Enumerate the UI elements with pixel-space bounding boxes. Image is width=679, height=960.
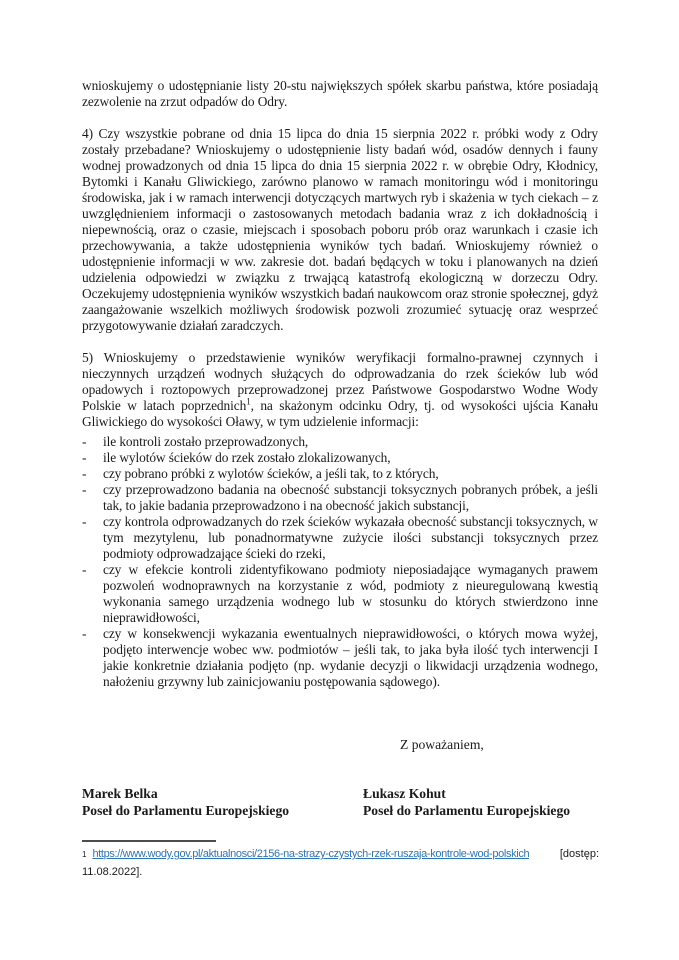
list-item-text: czy przeprowadzono badania na obecność substancji toksycznych pobranych próbek, a jeśli tak, to jakie badania przeprowadzono i na obecność jakich substancji,: [103, 482, 598, 513]
list-item: [82, 482, 598, 514]
letter-body: [82, 78, 598, 819]
list-item-text: czy w efekcie kontroli zidentyfikowano podmioty nieposiadające wymaganych prawem pozwoleń wodnoprawnych na korzystanie z wód, podmioty z nieuregulowaną kwestią wykonania samego urządzenia wodnego lub w stosunku do których stwierdzono inne nieprawidłowości,: [103, 562, 598, 625]
list-item-text: czy kontrola odprowadzanych do rzek ścieków wykazała obecność substancji toksycznych, w tym mezytylenu, lub ponadnormatywne zużycie ilości substancji toksycznych przez podmioty odprowadzające ścieki do rzeki,: [103, 514, 598, 561]
list-item: [82, 562, 598, 626]
paragraph-question-4: 4) Czy wszystkie pobrane od dnia 15 lipca do dnia 15 sierpnia 2022 r. próbki wody z Odry zostały przebadane? Wnioskujemy o udostępnienie listy badań wód, osadów dennych i fauny wodnej prowadzonych od dnia 15 lipca do dnia 15 sierpnia 2022 r. w obrębie Odry, Kłodnicy, Bytomki i Kanału Gliwickiego, zarówno planowo w ramach monitoringu wód i monitoringu środowiska, jak i w ramach interwencji dotyczących martwych ryb i skażenia w tych ciekach – z uwzględnieniem informacji o zastosowanych metodach badania wraz z ich dokładnością i niepewnością, oraz o czasie, miejscach i sposobach poboru prób oraz warunkach i czasie ich przechowywania, a także udostępnienia wyników tych badań. Wnioskujemy również o udostępnienie informacji w ww. zakresie dot. badań będących w toku i planowanych na dzień udzielenia odpowiedzi w związku z trwającą katastrofą ekologiczną w dorzeczu Odry. Oczekujemy udostępnienia wyników wszystkich badań naukowcom oraz stronie społecznej, gdyż zaangażowanie wszelkich możliwych środowisk pozwoli zrozumieć sytuację oraz wesprzeć przygotowywanie działań zaradczych.: [82, 126, 598, 333]
dash-bullet-icon: -: [82, 514, 87, 529]
footnote-access-date: 11.08.2022].: [82, 866, 143, 878]
list-item: [82, 434, 598, 450]
list-item: [82, 466, 598, 482]
signer-title: Poseł do Parlamentu Europejskiego: [82, 803, 290, 818]
list-item-text: czy pobrano próbki z wylotów ścieków, a jeśli tak, to z których,: [103, 466, 439, 481]
paragraph-question-5: [82, 350, 598, 430]
dash-bullet-icon: -: [82, 466, 87, 481]
list-item: [82, 450, 598, 466]
footnote-entry: [82, 846, 599, 863]
footnote-reference-mark: 1: [246, 396, 251, 407]
paragraph-5-text: 5) Wnioskujemy o przedstawienie wyników weryfikacji formalno-prawnej czynnych i nieczynnych urządzeń wodnych służących do odprowadzania do rzek ścieków lub wód opadowych i roztopowych przeprowadzonej przez Państwowe Gospodarstwo Wodne Wody Polskie w latach poprzednich: [82, 350, 598, 413]
footnote-hyperlink[interactable]: https://www.wody.gov.pl/aktualnosci/2156-na-strazy-czystych-rzek-ruszaja-kontrole-wod-polskich: [92, 848, 530, 860]
signature-right: [363, 785, 598, 819]
dash-bullet-icon: -: [82, 482, 87, 497]
intro-paragraph: wnioskujemy o udostępnianie listy 20-stu największych spółek skarbu państwa, które posiadają zezwolenie na zrzut odpadów do Odry.: [82, 78, 598, 109]
paragraph-5-text-continued: , na skażonym odcinku Odry, tj. od wysokości ujścia Kanału Gliwickiego do wysokości Oławy, w tym udzielenie informacji:: [82, 398, 598, 429]
footnote-separator: [82, 840, 216, 842]
signer-name: Marek Belka: [82, 786, 158, 801]
signature-left: [82, 785, 363, 819]
footnote-number: 1: [82, 850, 87, 859]
list-item-text: ile kontroli zostało przeprowadzonych,: [103, 434, 309, 449]
list-item: [82, 626, 598, 690]
footnote-access-label: [dostęp:: [559, 848, 599, 860]
signature-block: [82, 785, 598, 819]
signer-title: Poseł do Parlamentu Europejskiego: [363, 803, 571, 818]
dash-bullet-icon: -: [82, 434, 87, 449]
request-items-list: [82, 434, 598, 690]
dash-bullet-icon: -: [82, 450, 87, 465]
dash-bullet-icon: -: [82, 562, 87, 577]
list-item-text: czy w konsekwencji wykazania ewentualnych nieprawidłowości, o których mowa wyżej, podjęto interwencje wobec ww. podmiotów – jeśli tak, to jaka była ilość tych interwencji I jakie konkretnie działania podjęto (np. wydanie decyzji o likwidacji urządzenia wodnego, nałożeniu grzywny lub zainicjowaniu postępowania sądowego).: [103, 626, 598, 689]
footnote-section: [82, 840, 599, 881]
list-item: [82, 514, 598, 562]
dash-bullet-icon: -: [82, 626, 87, 641]
list-item-text: ile wylotów ścieków do rzek zostało zlokalizowanych,: [103, 450, 391, 465]
closing-salutation: Z poważaniem,: [400, 737, 484, 752]
signer-name: Łukasz Kohut: [363, 786, 446, 801]
